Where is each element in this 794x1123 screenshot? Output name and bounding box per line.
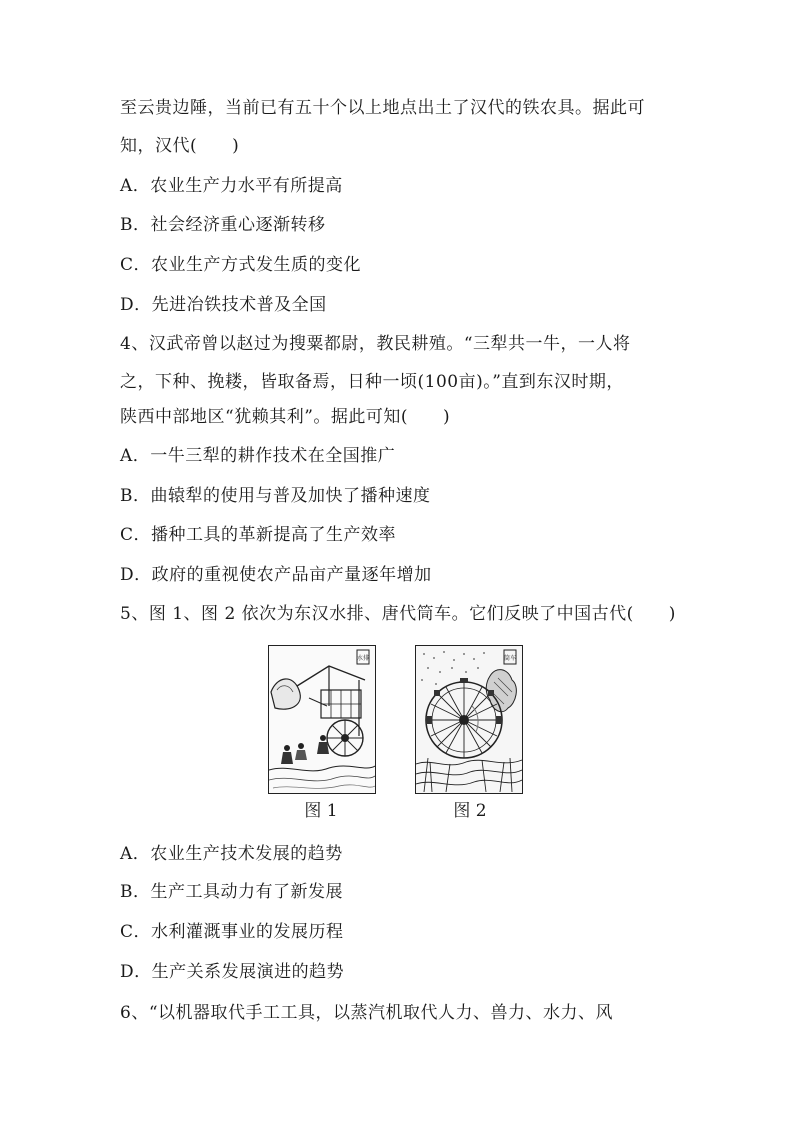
- figure-1-caption: 图 1: [304, 801, 338, 821]
- figure-1-water-bellows: [268, 645, 376, 794]
- q4-stem-line-1: 4、汉武帝曾以赵过为搜粟都尉，教民耕殖。“三犁共一牛，一人将: [120, 334, 631, 354]
- figure-2-caption: 图 2: [453, 801, 487, 821]
- q5-option-d: D．生产关系发展演进的趋势: [120, 962, 345, 982]
- q4-stem-line-2: 之，下种、挽耧，皆取备焉，日种一顷(100亩)。”直到东汉时期，: [120, 372, 624, 392]
- figure-2-seal: 筒车: [503, 655, 517, 662]
- q4-stem-line-3: 陕西中部地区“犹赖其利”。据此可知( ): [120, 407, 451, 427]
- figure-2-tube-wheel: [415, 645, 523, 794]
- q4-option-c: C．播种工具的革新提高了生产效率: [120, 525, 397, 545]
- figure-1-seal: 水排: [356, 655, 370, 662]
- q5-option-b: B．生产工具动力有了新发展: [120, 882, 343, 902]
- q3-option-a: A．农业生产力水平有所提高: [120, 176, 343, 196]
- q3-stem-line-2: 知，汉代( ): [120, 136, 240, 156]
- q4-option-a: A．一牛三犁的耕作技术在全国推广: [120, 446, 396, 466]
- q5-stem: 5、图 1、图 2 依次为东汉水排、唐代筒车。它们反映了中国古代( ): [120, 604, 676, 624]
- q5-option-a: A．农业生产技术发展的趋势: [120, 844, 343, 864]
- q3-option-b: B．社会经济重心逐渐转移: [120, 215, 326, 235]
- q3-option-d: D．先进冶铁技术普及全国: [120, 295, 327, 315]
- q4-option-d: D．政府的重视使农产品亩产量逐年增加: [120, 565, 432, 585]
- q3-option-c: C．农业生产方式发生质的变化: [120, 255, 362, 275]
- figure-2-illustration: [416, 646, 522, 793]
- q3-stem-line-1: 至云贵边陲，当前已有五十个以上地点出土了汉代的铁农具。据此可: [120, 98, 645, 118]
- q4-option-b: B．曲辕犁的使用与普及加快了播种速度: [120, 486, 431, 506]
- q5-option-c: C．水利灌溉事业的发展历程: [120, 922, 344, 942]
- figure-1-illustration: [269, 646, 375, 793]
- q6-stem-line-1: 6、“以机器取代手工工具，以蒸汽机取代人力、兽力、水力、风: [120, 1003, 614, 1023]
